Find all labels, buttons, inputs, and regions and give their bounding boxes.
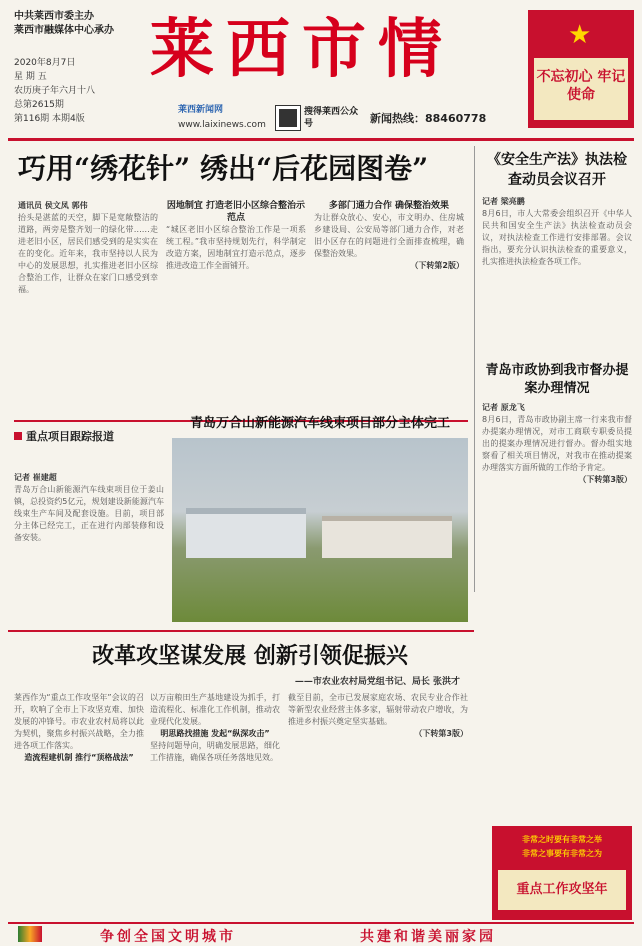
promo-box [528,10,634,128]
ad-block [492,826,632,920]
right-mid-article [482,402,632,812]
issue-date: 2020年8月7日 [14,58,76,68]
reform-sub2: 明思路找措施 发起“纵深攻击” [160,729,270,738]
building-shape [186,508,306,558]
key-project-byline: 记者 崔建超 [14,473,57,482]
key-project-section [14,428,114,444]
masthead-title: 莱西市情 [150,12,454,87]
news-hotline: 新闻热线：88460778 [370,112,487,125]
lead-continued: （下转第2版） [410,261,464,270]
qr-label: 搜得莱西公众号 [304,107,359,129]
issue-total: 总第2615期 [14,100,64,110]
header-info [14,10,144,126]
lead-col3 [314,200,464,400]
site-url[interactable]: www.laixinews.com [178,120,266,130]
lead-sub1: 因地制宜 打造老旧小区综合整治示范点 [166,201,306,223]
project-photo [172,438,468,622]
lunar-date: 农历庚子年六月十八 [14,86,96,96]
footer-rule [8,922,634,924]
right-top-byline: 记者 梁亮鹏 [482,197,525,206]
reform-rule [8,630,474,632]
lead-headline: 巧用“绣花针” 绣出“后花园图卷” [18,152,429,185]
lead-byline: 通讯员 侯文凤 郭伟 [18,201,88,210]
reform-col1 [14,692,144,920]
reform-sub1: 造流程建机制 推行“顶格战法” [24,753,134,762]
photo-headline: 青岛万合山新能源汽车线束项目部分主体完工 [189,416,450,431]
right-mid-continued: （下转第3版） [578,475,632,484]
qr-code-icon [276,106,300,130]
key-project-body: 青岛万合山新能源汽车线束项目位于姜山镇，总投资约5亿元，规划建设新能源汽车线束生产车间及配套设施。目前，项目部分主体已经完工，正在进行内部装修和设备安装。 [14,485,164,542]
org-line1: 中共莱西市委主办 [14,11,94,22]
right-top-article [482,196,632,356]
reform-body3: 坚持问题导向，明确发展思路，细化工作措施，确保各项任务落地见效。 [150,741,280,762]
party-emblem-icon: ★ [568,20,592,50]
key-project-article [14,472,164,622]
reform-col3 [288,692,468,920]
right-top-body: 8月6日，市人大常委会组织召开《中华人民共和国安全生产法》执法检查动员会议，对执法检查工作进行安排部署。会议指出，要充分认识执法检查的重要意义，扎实推进执法检查各项工作。 [482,209,632,266]
footer-slogan2: 共建和谐美丽家园 [360,929,496,945]
column-divider [474,146,475,592]
right-mid-byline: 记者 原龙飞 [482,403,525,412]
building-shape [322,516,452,558]
key-project-label: 重点项目跟踪报道 [26,430,114,443]
right-mid-body: 8月6日，青岛市政协副主席一行来我市督办提案办理情况，对市工商联专职委员提出的提案办理情况进行督办。督办组实地察看了相关项目情况，对我市在推动提案办理落实方面所做的工作给予肯定。 [482,415,632,472]
lead-col1 [18,200,158,400]
lead-body2: “城区老旧小区综合整治工作是一项系统工程。”我市坚持规划先行，科学制定改造方案，因地制宜打造示范点，逐步推进改造工作全面铺开。 [166,225,306,270]
reform-body4: 截至目前，全市已发展家庭农场、农民专业合作社等新型农业经营主体多家，辐射带动农户增收，为推进乡村振兴奠定坚实基础。 [288,693,468,726]
right-mid-headline: 青岛市政协到我市督办提案办理情况 [485,363,629,396]
city-logo-icon [18,926,42,942]
lead-body3: 为让群众放心、安心，市文明办、住房城乡建设局、公安局等部门通力合作，对老旧小区存在的问题进行全面排查梳理，确保整治效果。 [314,213,464,258]
ad-line1: 非常之时要有非常之举 [522,835,602,844]
header-divider [8,138,634,141]
footer-slogan1: 争创全国文明城市 [100,929,236,945]
lead-col2 [166,200,306,400]
right-top-headline: 《安全生产法》执法检查动员会议召开 [487,152,627,188]
lead-body1: 抬头是湛蓝的天空，脚下是宽敞整洁的道路，两旁是整齐划一的绿化带……走进老旧小区，居民们感受到的是实实在在的变化。近年来，我市坚持以人民为中心的发展思想，扎实推进老旧小区综合整治工作，让群众在家门口感受到幸福。 [18,213,158,294]
promo-text: 不忘初心 牢记使命 [534,58,628,120]
reform-continued: （下转第3版） [414,729,468,738]
section-marker-icon [14,432,22,440]
reform-col2 [150,692,280,920]
lead-sub2: 多部门通力合作 确保整治效果 [328,201,450,211]
reform-body2: 以万亩粮田生产基地建设为抓手，打造流程化、标准化工作机制，推动农业现代化发展。 [150,693,280,726]
ad-line2: 非常之事要有非常之为 [522,849,602,858]
reform-author: ——市农业农村局党组书记、局长 张洪才 [294,677,460,687]
ad-banner: 重点工作攻坚年 [498,870,626,910]
reform-headline: 改革攻坚谋发展 创新引领促振兴 [92,643,408,669]
reform-body1: 莱西作为“重点工作攻坚年”会议的召开，吹响了全市上下攻坚克难、加快发展的冲锋号。市农业农村局将以此为契机，聚焦乡村振兴战略，全力推进各项工作落实。 [14,693,144,750]
org-line2: 莱西市融媒体中心承办 [14,25,114,36]
issue-weekday: 星 期 五 [14,72,47,82]
issue-number: 第116期 本期4版 [14,114,85,124]
site-name[interactable]: 莱西新闻网 [178,105,224,115]
